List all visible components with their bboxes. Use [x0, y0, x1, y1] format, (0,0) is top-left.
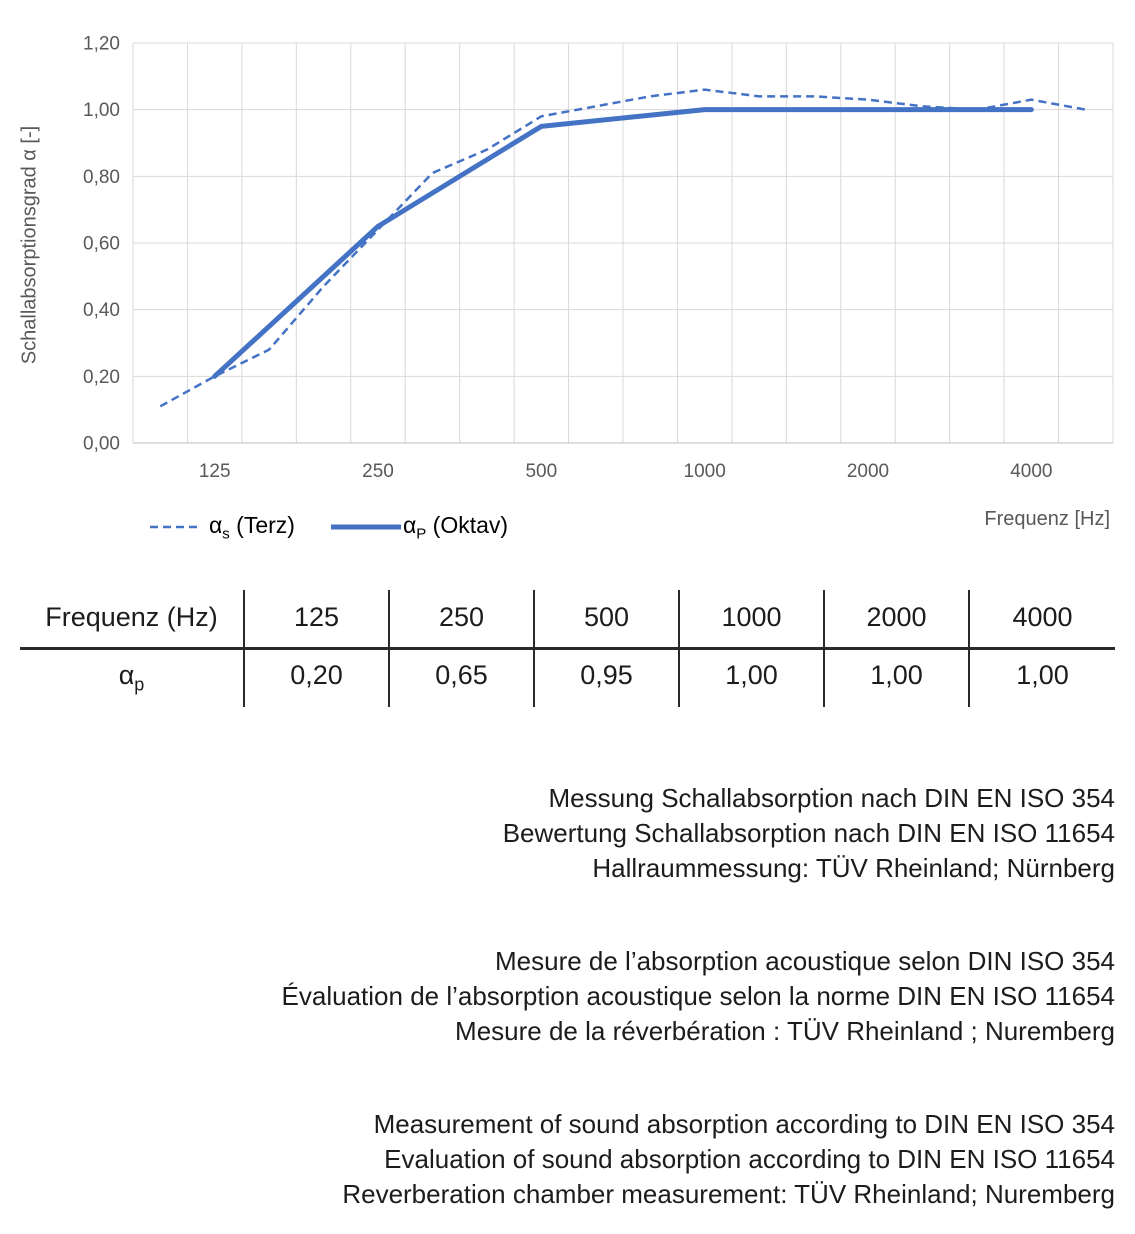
y-axis-title: Schallabsorptionsgrad α [-] [18, 125, 41, 365]
legend-label-oktav: $\alpha_P$ (Oktav) [402, 512, 509, 543]
y-tick-label: 0,80 [83, 166, 120, 188]
table-value-4000: 1,00 [1016, 660, 1069, 690]
x-tick-label: 125 [198, 461, 231, 482]
y-tick-label: 0,60 [83, 233, 120, 255]
note-german-line2: Bewertung Schallabsorption nach DIN EN ISO 11654 [502, 818, 1115, 849]
absorption-chart [0, 0, 1135, 560]
absorption-table [20, 590, 1115, 707]
note-english-line3: Reverberation chamber measurement: TÜV Rheinland; Nuremberg [342, 1179, 1115, 1210]
table-header-frequency: Frequenz (Hz) [20, 590, 245, 650]
y-tick-label: 0,00 [83, 433, 120, 455]
legend-dashed-line-sample [150, 524, 202, 530]
x-tick-label: 500 [525, 461, 558, 482]
measurement-notes [0, 781, 1135, 1212]
note-german-line1: Messung Schallabsorption nach DIN EN ISO 354 [548, 783, 1115, 814]
table-header-500: 500 [535, 590, 680, 650]
legend-label-terz: $\alpha_s$ (Terz) [209, 512, 295, 543]
chart-legend [150, 512, 508, 543]
note-french-line3: Mesure de la réverbération : TÜV Rheinland ; Nuremberg [455, 1016, 1115, 1047]
x-axis-title: Frequenz [Hz] [984, 508, 1110, 530]
note-french-line2: Évaluation de l’absorption acoustique selon la norme DIN EN ISO 11654 [281, 981, 1115, 1012]
note-german [0, 781, 1115, 886]
table-value-250: 0,65 [390, 650, 535, 707]
table-row-label-alpha-p: $\alpha_p$ [20, 650, 245, 707]
table-header-2000: 2000 [825, 590, 970, 650]
y-tick-label: 1,20 [83, 33, 120, 55]
table-header-250: 250 [390, 590, 535, 650]
legend-solid-line-sample [331, 523, 401, 531]
note-english [0, 1107, 1115, 1212]
y-tick-label: 0,20 [83, 366, 120, 388]
y-tick-label: 0,40 [83, 300, 120, 322]
note-english-line1: Measurement of sound absorption according to DIN EN ISO 354 [373, 1109, 1115, 1140]
table-header-125: 125 [245, 590, 390, 650]
chart-canvas [0, 0, 1135, 560]
note-german-line3: Hallraummessung: TÜV Rheinland; Nürnberg [592, 853, 1115, 884]
x-tick-label: 250 [362, 461, 394, 482]
y-tick-label: 1,00 [83, 100, 120, 122]
x-tick-label: 2000 [846, 461, 890, 482]
table-value-500: 0,95 [535, 650, 680, 707]
note-english-line2: Evaluation of sound absorption according to DIN EN ISO 11654 [384, 1144, 1115, 1175]
table-value-1000: 1,00 [680, 650, 825, 707]
note-french-line1: Mesure de l’absorption acoustique selon DIN ISO 354 [494, 946, 1115, 977]
table-header-1000: 1000 [680, 590, 825, 650]
note-french [0, 944, 1115, 1049]
x-tick-label: 1000 [683, 461, 726, 482]
x-tick-label: 4000 [1010, 461, 1053, 482]
table-value-2000: 1,00 [825, 650, 970, 707]
table-header-4000: 4000 [970, 590, 1115, 650]
table-value-125: 0,20 [245, 650, 390, 707]
